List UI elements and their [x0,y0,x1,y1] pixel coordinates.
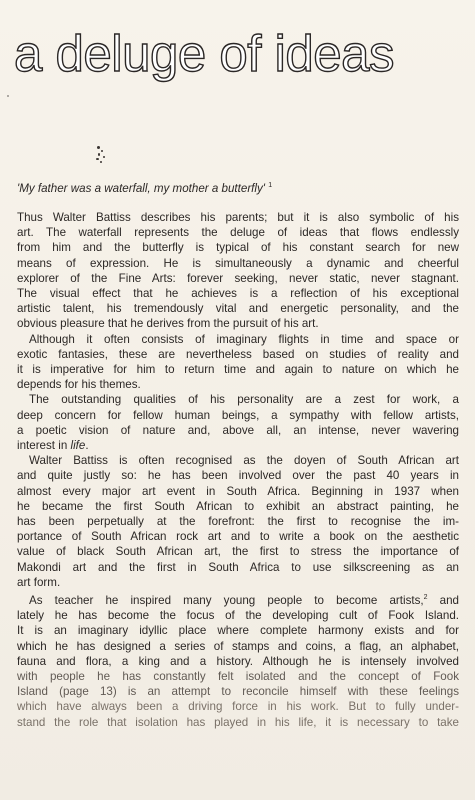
text-line: Island (page 13) is an attempt to reconcile himself with these feelings [17,685,459,699]
text-line: which he has designed a series of stamps and coins, a flag, an alphabet, [17,639,459,653]
text-line: almost every major art event in South Africa. Beginning in 1937 when [17,484,459,498]
punctuation: . [85,439,89,453]
text-line: artistic talent, his tremendously vital and energetic personality, and the [17,302,459,316]
page-title: a deluge of ideas [14,25,394,82]
text-line: obvious pleasure that he derives from the pursuit of his art. [17,317,319,331]
text-segment: and [427,593,459,607]
text-line: It is an imaginary idyllic place where complete harmony exists and for [17,624,459,638]
emphasis-text: life [70,439,86,453]
quote-text: 'My father was a waterfall, my mother a butterfly' [17,181,265,195]
text-line: art form. [17,575,61,589]
paragraph [17,210,459,332]
text-line: exotic fantasies, these are nevertheless based on studies of reality and [17,347,459,361]
text-line: Although it often consists of imaginary flights in time and space or [29,332,459,346]
text-line: deep concern for fellow human beings, a sympathy with fellow artists, [17,408,459,422]
text-line: stand the role that isolation has played in his life, it is necessary to take [17,715,459,729]
text-line: a poetic vision of nature and, above all, an intense, never wavering [17,423,459,437]
article-body [17,210,459,730]
text-line: The visual effect that he achieves is a reflection of his exceptional [17,287,459,301]
text-segment: interest in [17,439,68,453]
footnote-ref: 2 [423,594,428,602]
epigraph-quote [17,178,457,196]
text-segment: As teacher he inspired many young people to become artists, [29,593,424,607]
text-line: depends for his themes. [17,378,141,392]
text-line: explorer of the Fine Arts: forever seeking, never static, never stagnant. [17,271,459,285]
text-line: art. The waterfall represents the deluge of ideas that flows endlessly [17,226,459,240]
text-line: has been perpetually at the forefront: the first to recognise the im- [17,515,459,529]
text-line: he became the first South African to exhibit an abstract painting, he [17,499,459,513]
text-line: lately he has become the focus of the developing cult of Fook Island. [17,609,459,623]
text-line: Walter Battiss is often recognised as the doyen of South African art [29,454,459,468]
paragraph [17,453,459,590]
text-line: from him and the butterfly is typical of his constant search for new [17,241,459,255]
text-line [17,590,459,608]
text-line: Makondi art and the first in South Africa to use silkscreening as an [17,560,459,574]
text-line: and quite justly so: he has been involved over the past 40 years in [17,469,459,483]
text-line: The outstanding qualities of his personality are a zest for work, a [29,393,459,407]
text-line: Thus Walter Battiss describes his parents; but it is also symbolic of his [17,211,459,224]
text-line: it is imperative for him to return time and again to nature on which he [17,363,459,377]
text-line: with people he has constantly felt isolated and the concept of Fook [17,669,459,683]
text-line: which have always been a driving force in his work. But to fully under- [17,700,459,714]
footnote-ref: 1 [268,182,273,189]
paragraph [17,392,459,453]
paragraph [17,332,459,393]
paragraph [17,590,459,730]
text-line: value of black South African art, the first to stress the importance of [17,545,459,559]
text-line: portance of South African rock art and to write a book on the aesthetic [17,530,459,544]
text-line: fauna and flora, a king and a history. Although he is intensely involved [17,654,459,668]
text-line [17,438,459,453]
text-line: means of expression. He is simultaneously a dynamic and cheerful [17,256,459,270]
